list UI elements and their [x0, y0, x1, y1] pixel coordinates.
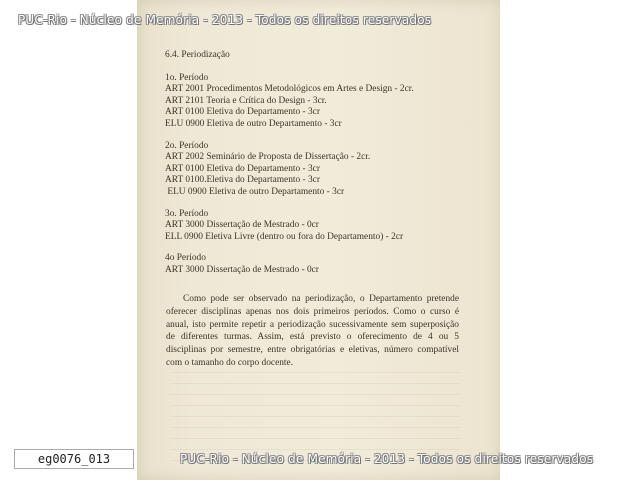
course-line: ART 3000 Dissertação de Mestrado - 0cr [165, 264, 319, 275]
watermark-top: PUC-Rio - Núcleo de Memória - 2013 - Todos os direitos reservados [18, 13, 432, 27]
period-block-4 [165, 253, 465, 276]
course-line: ART 0100.Eletiva do Departamento - 3cr [165, 175, 320, 186]
period-block-1 [165, 73, 465, 131]
period-title: 2o. Período [165, 140, 209, 151]
watermark-bottom: PUC-Rio - Núcleo de Memória - 2013 - Todos os direitos reservados [180, 452, 594, 466]
course-line: ART 2002 Seminário de Proposta de Dissertação - 2cr. [165, 152, 371, 163]
bleed-through-text [170, 372, 460, 462]
period-block-3 [165, 209, 465, 244]
course-line: ART 0100 Eletiva do Departamento - 3cr [165, 107, 320, 118]
section-heading: 6.4. Periodização [165, 50, 230, 60]
course-line: ELU 0900 Eletiva de outro Departamento - 3cr [165, 118, 342, 129]
course-line: ART 0100 Eletiva do Departamento - 3cr [165, 163, 320, 174]
course-line: ART 3000 Dissertação de Mestrado - 0cr [165, 220, 319, 231]
closing-paragraph: Como pode ser observado na periodização, o Departamento pretende oferecer disciplinas apenas nos dois primeiros períodos. Como o curso é anual, isto permite repetir a periodização sucessivamente sem superposição de diferentes turmas. Assim, está previsto o oferecimento de 4 ou 5 disciplinas por semestre, entre obrigatórias e eletivas, número compatível com o tamanho do corpo docente. [166, 294, 459, 368]
period-block-2 [165, 141, 465, 199]
course-line: ART 2101 Teoria e Crítica do Design - 3cr. [165, 95, 327, 106]
course-line: ELL 0900 Eletiva Livre (dentro ou fora do Departamento) - 2cr [165, 231, 404, 242]
period-title: 1o. Período [165, 72, 209, 83]
course-line: ELU 0900 Eletiva de outro Departamento - 3cr [165, 186, 345, 197]
course-line: ART 2001 Procedimentos Metodológicos em Artes e Design - 2cr. [165, 84, 414, 95]
image-id-label: eg0076_013 [14, 449, 134, 469]
period-title: 4o Período [165, 253, 206, 264]
document-body [165, 50, 465, 277]
period-title: 3o. Período [165, 208, 209, 219]
